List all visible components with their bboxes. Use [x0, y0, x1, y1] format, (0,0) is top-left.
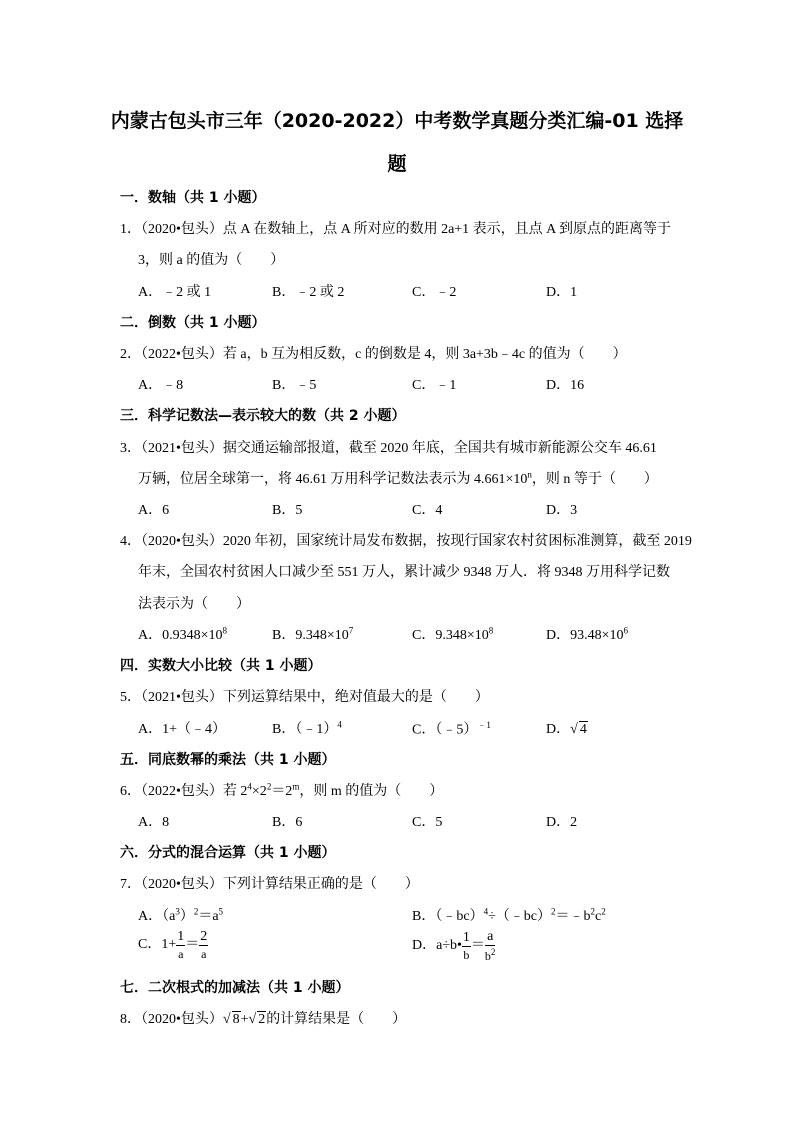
- fraction: $\frac{2}{a}$: [200, 929, 208, 961]
- q6-option-d: D．2: [546, 815, 578, 830]
- title-line-2: 题: [387, 153, 407, 175]
- q7-option-a: A．$(a^3)^2=a^5$: [138, 906, 224, 924]
- section-heading-6: 六．分式的混合运算（共 1 小题）: [120, 845, 336, 861]
- q6-option-b: B．6: [272, 815, 303, 830]
- q1-option-a: A．﹣2 或 1: [138, 285, 212, 300]
- q1-option-b: B．﹣2 或 2: [272, 285, 345, 300]
- fraction: $\frac{1}{a}$: [177, 929, 185, 961]
- title-line-1: 内蒙古包头市三年（2020-2022）中考数学真题分类汇编-01 选择: [110, 110, 684, 132]
- question-4-line-3: 法表示为（ ）: [138, 597, 250, 612]
- q7-option-b: B．$(﹣bc)^4\div(﹣bc)^2=﹣b^2c^2$: [412, 906, 606, 924]
- q5-option-c: C．（﹣5）$^{﹣1}$: [412, 720, 491, 738]
- q4-option-c: C．$9.348\times 10^8$: [412, 625, 494, 643]
- question-4-line-2: 年末，全国农村贫困人口减少至 551 万人，累计减少 9348 万人．将 9348 万用科学记数: [138, 565, 670, 580]
- question-3-line-2: 万辆，位居全球第一，将 46.61 万用科学记数法表示为 $4.661\times 10^n$，则 n 等于（ ）: [138, 469, 658, 487]
- q5-option-b: B．（﹣1）$^4$: [272, 719, 342, 737]
- q5-option-d: D．√ 4: [546, 722, 587, 737]
- q3-option-d: D．3: [546, 503, 578, 518]
- q5-option-a: A．1+（﹣4）: [138, 722, 227, 737]
- question-1-line-2: 3，则 a 的值为（ ）: [138, 253, 285, 268]
- q6-option-a: A．8: [138, 815, 170, 830]
- question-2-line-1: 2．（2022•包头）若 a，b 互为相反数，c 的倒数是 4，则 3a+3b﹣4c 的值为（ ）: [120, 347, 627, 362]
- question-8-line-1: 8．（2020•包头）√ 8+√ 2的计算结果是（ ）: [120, 1012, 407, 1027]
- section-heading-2: 二．倒数（共 1 小题）: [120, 315, 266, 331]
- q6-option-c: C．5: [412, 815, 443, 830]
- fraction: $\frac{1}{b}$: [462, 930, 470, 962]
- q3-option-b: B．5: [272, 503, 303, 518]
- section-heading-5: 五．同底数幂的乘法（共 1 小题）: [120, 752, 336, 768]
- q4-option-b: B．$9.348\times 10^7$: [272, 625, 354, 643]
- question-5-line-1: 5．（2021•包头）下列运算结果中，绝对值最大的是（ ）: [120, 690, 489, 705]
- q7-option-c: C．1+ $\frac{1}{a}$ ＝ $\frac{2}{a}$: [138, 929, 208, 961]
- q3-option-a: A．6: [138, 503, 170, 518]
- section-heading-4: 四．实数大小比较（共 1 小题）: [120, 658, 322, 674]
- q2-option-a: A．﹣8: [138, 378, 184, 393]
- q2-option-c: C．﹣1: [412, 378, 457, 393]
- radical-sign: √: [222, 1012, 231, 1027]
- q4-option-a: A．$0.9348\times 10^8$: [138, 625, 228, 643]
- q2-option-b: B．﹣5: [272, 378, 317, 393]
- radical-sign: √: [248, 1012, 257, 1027]
- q1-option-d: D．1: [546, 285, 578, 300]
- question-7-line-1: 7．（2020•包头）下列计算结果正确的是（ ）: [120, 877, 419, 892]
- q4-option-d: D．$93.48\times 10^6$: [546, 625, 629, 643]
- section-heading-7: 七．二次根式的加减法（共 1 小题）: [120, 980, 350, 996]
- section-heading-1: 一．数轴（共 1 小题）: [120, 190, 266, 206]
- q7-option-d: D．a÷b• $\frac{1}{b}$ ＝ $\frac{a}{b^2}$: [412, 929, 496, 963]
- q2-option-d: D．16: [546, 378, 585, 393]
- document-title: [100, 100, 694, 186]
- question-3-line-1: 3．（2021•包头）据交通运输部报道，截至 2020 年底，全国共有城市新能源公交车 46.61: [120, 441, 657, 456]
- question-6-line-1: 6．（2022•包头）若 $2^4\times 2^2=2^m$，则 m 的值为（ ）: [120, 781, 444, 799]
- question-4-line-1: 4．（2020•包头）2020 年初，国家统计局发布数据，按现行国家农村贫困标准测算，截至 2019: [120, 534, 692, 549]
- fraction: $\frac{a}{b^2}$: [484, 929, 496, 963]
- radical-sign: √: [570, 722, 578, 737]
- section-heading-3: 三．科学记数法—表示较大的数（共 2 小题）: [120, 408, 406, 424]
- question-1-line-1: 1．（2020•包头）点 A 在数轴上，点 A 所对应的数用 2a+1 表示，且点 A 到原点的距离等于: [120, 222, 672, 237]
- q1-option-c: C．﹣2: [412, 285, 457, 300]
- q3-option-c: C．4: [412, 503, 443, 518]
